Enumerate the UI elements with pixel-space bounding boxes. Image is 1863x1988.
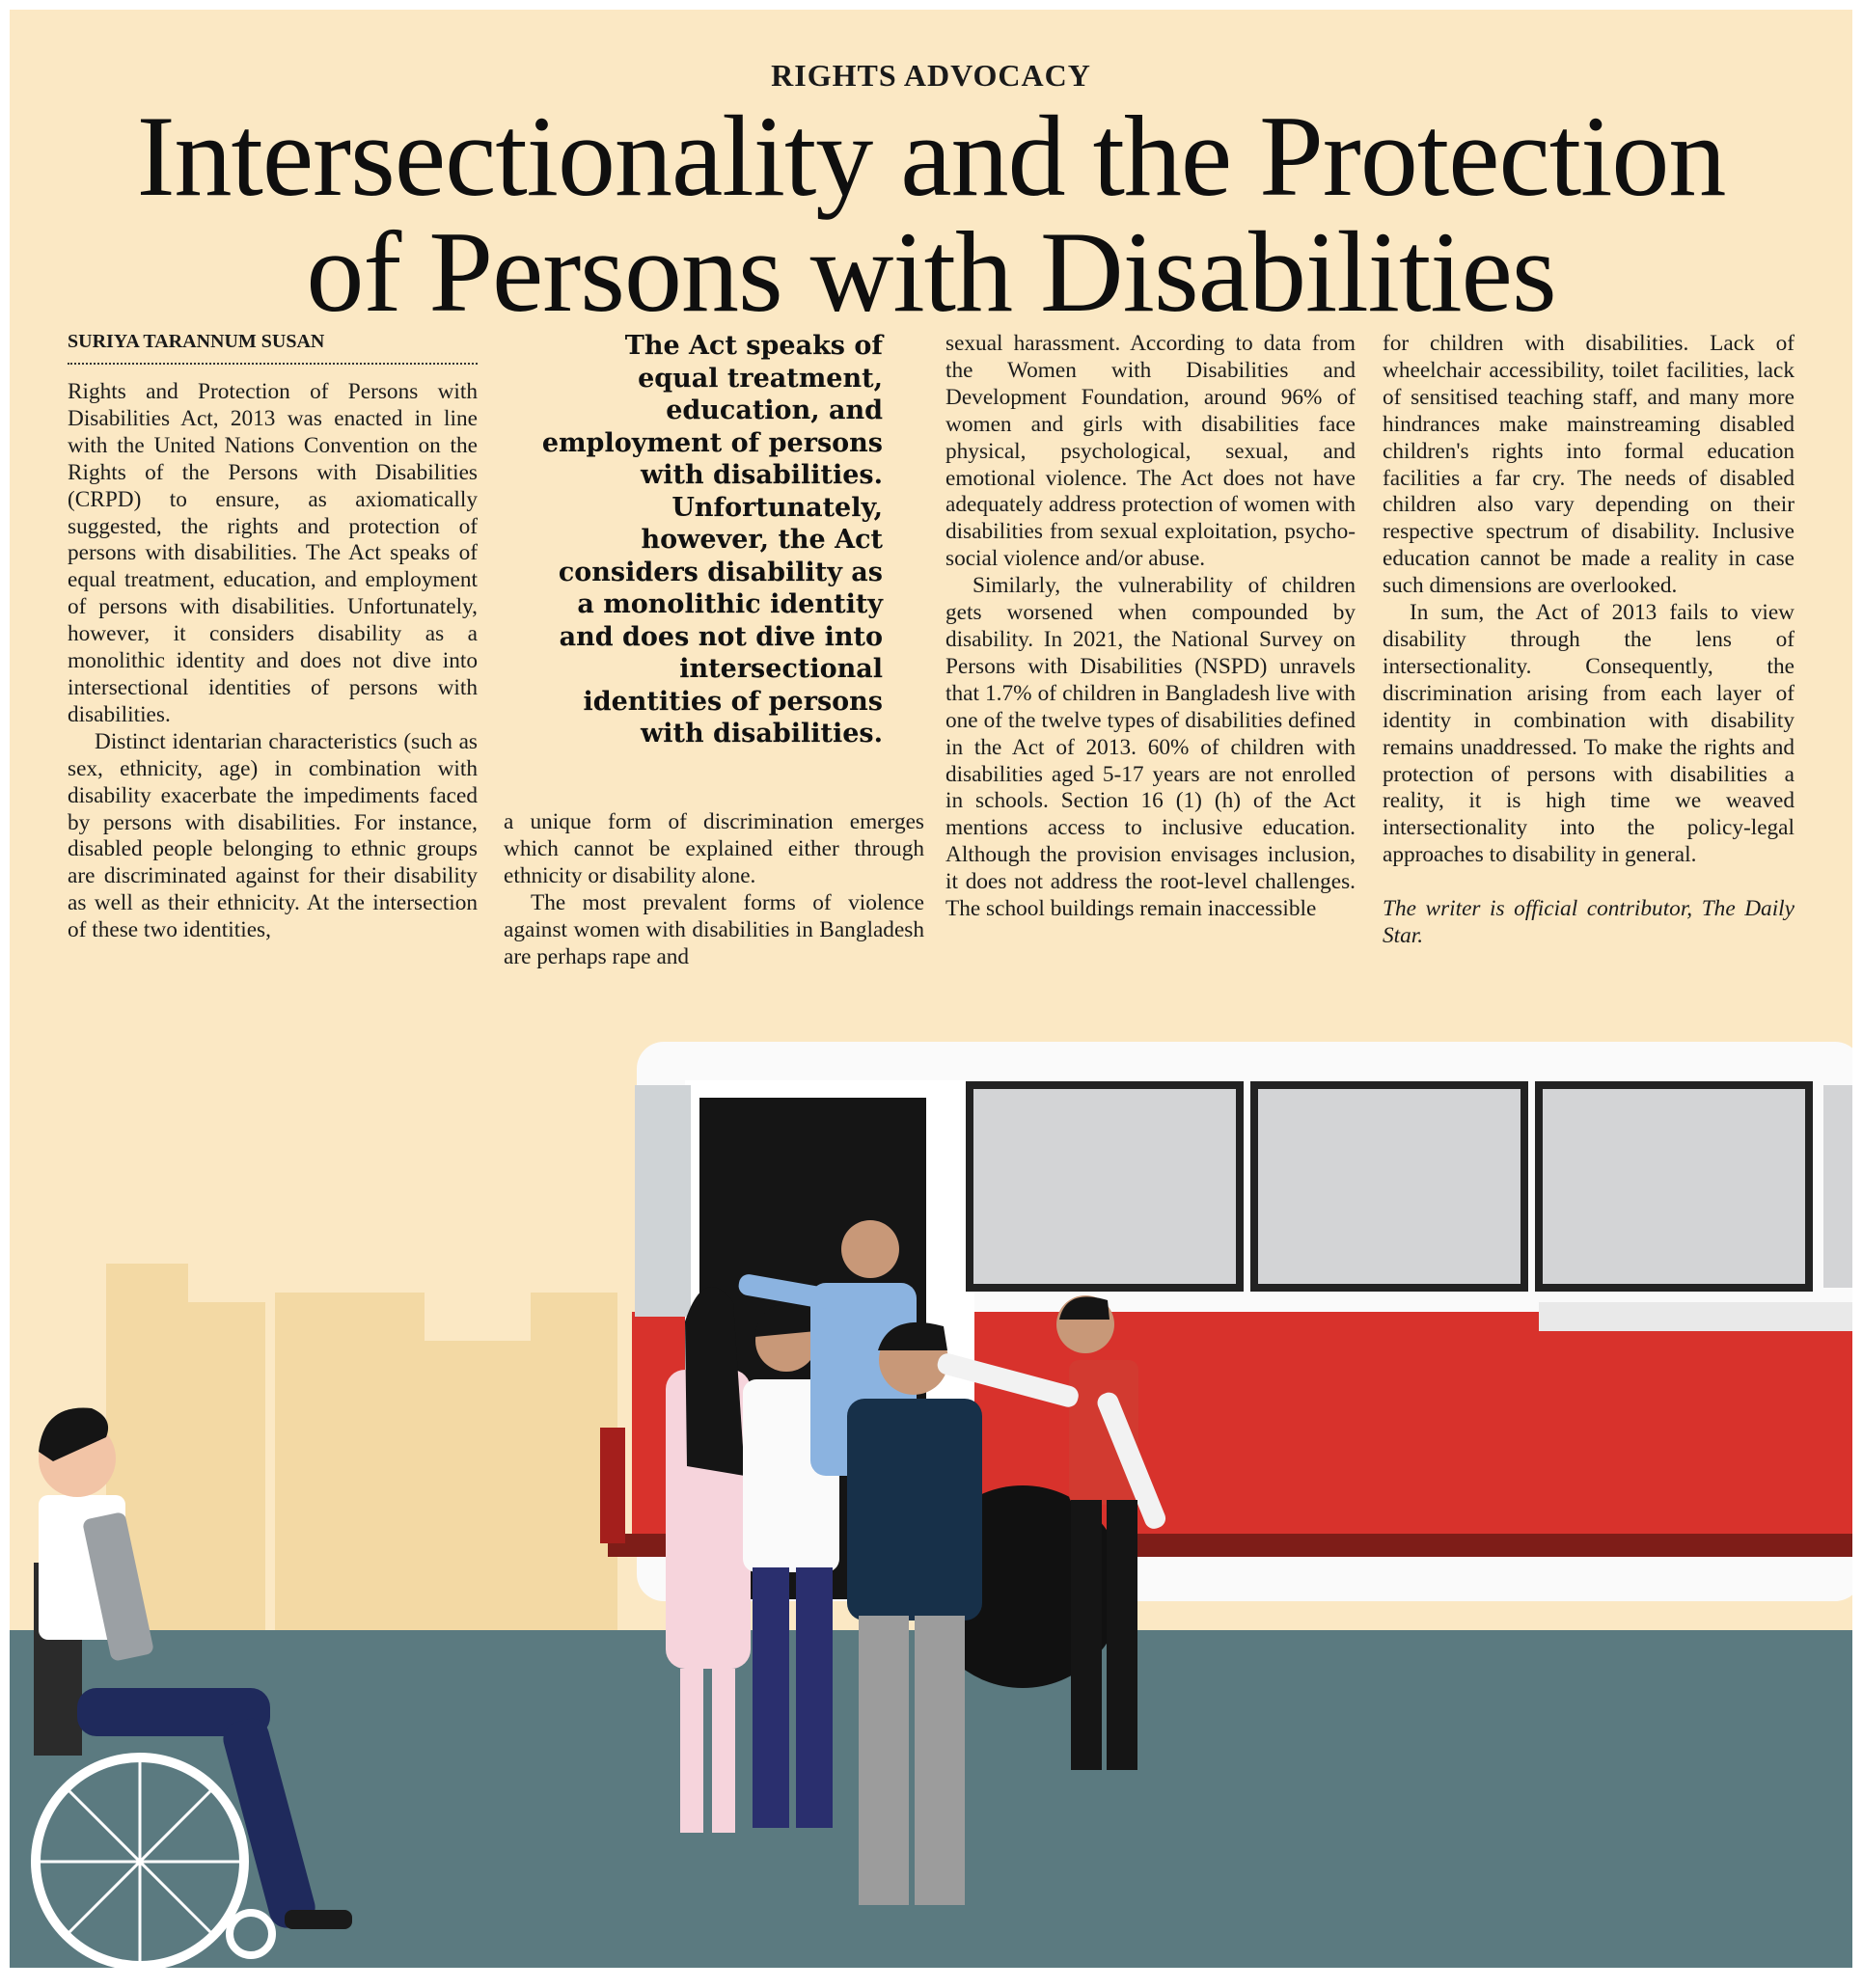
paragraph: In sum, the Act of 2013 fails to view disability through the lens of intersectionality. Consequently, the discrimination arising from each layer of identity in combination with disability remains unaddressed. To make the rights and protection of persons with disabilities a reality, it is high time we weaved intersectionality into the policy-legal approaches to disability in general. — [1383, 600, 1795, 868]
bus-windows — [970, 1085, 1852, 1288]
headline-line-1: Intersectionality and the Protection — [136, 92, 1726, 220]
paragraph: for children with disabilities. Lack of wheelchair accessibility, toilet facilities, lack of sensitised teaching staff, and many more hindrances make mainstreaming disabled children's rights into formal education facilities a far cry. The needs of disabled children also vary depending on their respective spectrum of disability. Inclusive education cannot be made a reality in case such dimensions are overlooked. — [1383, 331, 1795, 599]
article-column-2 — [504, 809, 924, 970]
newspaper-page — [10, 10, 1852, 1968]
man-in-dark-jacket — [847, 1322, 982, 1905]
pull-quote: The Act speaks of equal treatment, education, and employment of persons with disabilities. Unfortunately, however, the Act considers disability as a monolithic identity and does not dive into intersectional identities of persons with disabilities. — [541, 331, 883, 749]
paragraph: sexual harassment. According to data from the Women with Disabilities and Development Foundation, around 96% of women and girls with disabilities face physical, psychological, sexual, and emotional violence. The Act does not have adequately address protection of women with disabilities from sexual exploitation, psycho-social violence and/or abuse. — [945, 331, 1356, 572]
paragraph: a unique form of discrimination emerges which cannot be explained either through ethnicity or disability alone. — [504, 809, 924, 888]
paragraph: Similarly, the vulnerability of children gets worsened when compounded by disability. In 2021, the National Survey on Persons with Disabilities (NSPD) unravels that 1.7% of children in Bangladesh live with one of the twelve types of disabilities defined in the Act of 2013. 60% of children with disabilities aged 5-17 years are not enrolled in schools. Section 16 (1) (h) of the Act mentions access to inclusive education. Although the provision envisages inclusion, it does not address the root-level challenges. The school buildings remain inaccessible — [945, 573, 1356, 922]
headline — [10, 92, 1852, 336]
article-column-1 — [68, 379, 478, 944]
headline-line-2: of Persons with Disabilities — [306, 207, 1556, 336]
article-column-3 — [945, 331, 1356, 923]
writer-credit: The writer is official contributor, The Daily Star. — [1383, 896, 1795, 949]
bus-stop-illustration — [10, 1013, 1852, 1968]
section-kicker: RIGHTS ADVOCACY — [771, 58, 1091, 93]
paragraph: The most prevalent forms of violence against women with disabilities in Bangladesh are perhaps rape and — [504, 889, 924, 969]
city-skyline — [106, 1264, 617, 1630]
byline: SURIYA TARANNUM SUSAN — [68, 331, 478, 365]
paragraph: Distinct identarian characteristics (such as sex, ethnicity, age) in combination with disability exacerbate the impediments faced by persons with disabilities. For instance, disabled people belonging to ethnic groups are discriminated against for their disability as well as their ethnicity. At the intersection of these two identities, — [68, 728, 478, 943]
paragraph: Rights and Protection of Persons with Disabilities Act, 2013 was enacted in line with the United Nations Convention on the Rights of the Persons with Disabilities (CRPD) to ensure, as axiomatically suggested, the rights and protection of persons with disabilities. The Act speaks of equal treatment, education, and employment of persons with disabilities. Unfortunately, however, it considers disability as a monolithic identity and does not dive into intersectional identities of persons with disabilities. — [68, 379, 478, 727]
article-column-4 — [1383, 331, 1795, 950]
